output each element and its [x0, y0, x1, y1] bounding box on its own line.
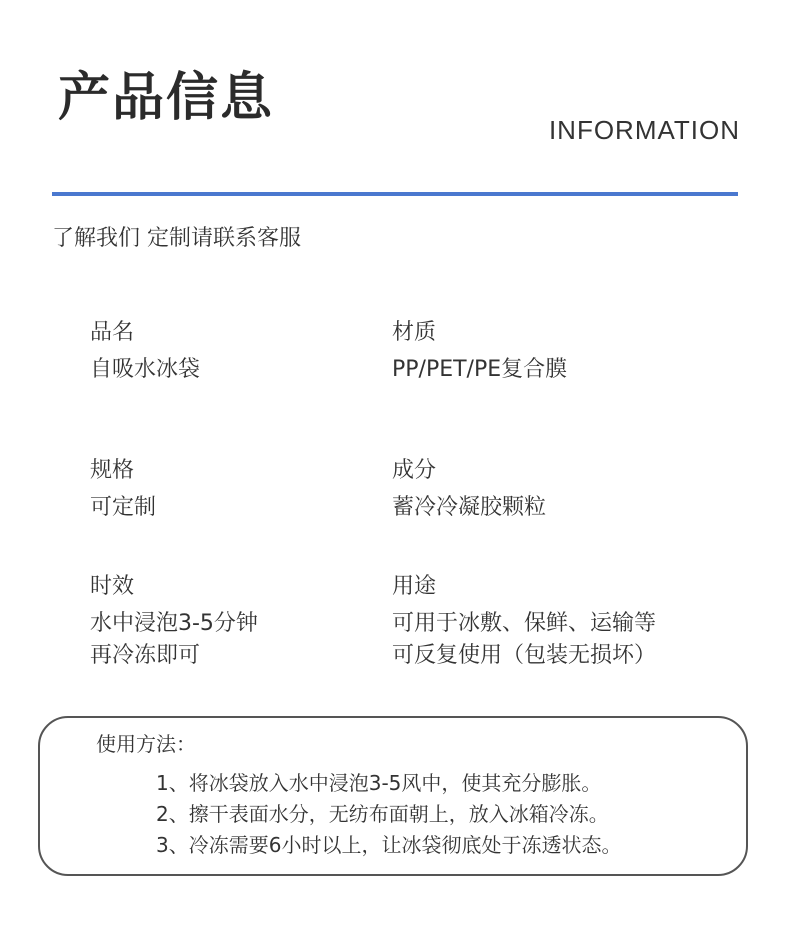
field-value: PP/PET/PE复合膜	[392, 357, 568, 382]
field-value: 可定制	[90, 495, 157, 520]
field-value: 水中浸泡3-5分钟	[90, 611, 258, 636]
field-value: 再冷冻即可	[90, 643, 201, 668]
field-value: 可反复使用（包装无损坏）	[392, 643, 657, 668]
field-material	[392, 322, 567, 386]
instruction-step: 1、将冰袋放入水中浸泡3-5风中，使其充分膨胀。	[156, 771, 602, 795]
field-timing	[90, 576, 258, 672]
field-value: 可用于冰敷、保鲜、运输等	[392, 611, 657, 636]
contact-line: 了解我们 定制请联系客服	[52, 226, 301, 251]
field-usage	[392, 576, 656, 672]
field-value: 自吸水冰袋	[90, 357, 201, 382]
field-label: 规格	[90, 458, 135, 483]
page-title: 产品信息	[58, 68, 275, 128]
field-label: 时效	[90, 574, 135, 599]
accent-divider	[52, 192, 738, 196]
instructions-title: 使用方法：	[96, 732, 196, 756]
field-label: 用途	[392, 574, 437, 599]
field-label: 品名	[90, 320, 135, 345]
instruction-step: 2、擦干表面水分，无纺布面朝上，放入冰箱冷冻。	[156, 802, 609, 826]
field-label: 成分	[392, 458, 437, 483]
page-subtitle: INFORMATION	[548, 115, 740, 145]
field-value: 蓄冷冷凝胶颗粒	[392, 495, 547, 520]
field-spec	[90, 460, 156, 524]
instruction-step: 3、冷冻需要6小时以上，让冰袋彻底处于冻透状态。	[156, 833, 622, 857]
field-component	[392, 460, 546, 524]
instructions-steps	[156, 768, 621, 861]
instructions-box	[38, 716, 748, 876]
field-label: 材质	[392, 320, 437, 345]
field-name	[90, 322, 200, 386]
